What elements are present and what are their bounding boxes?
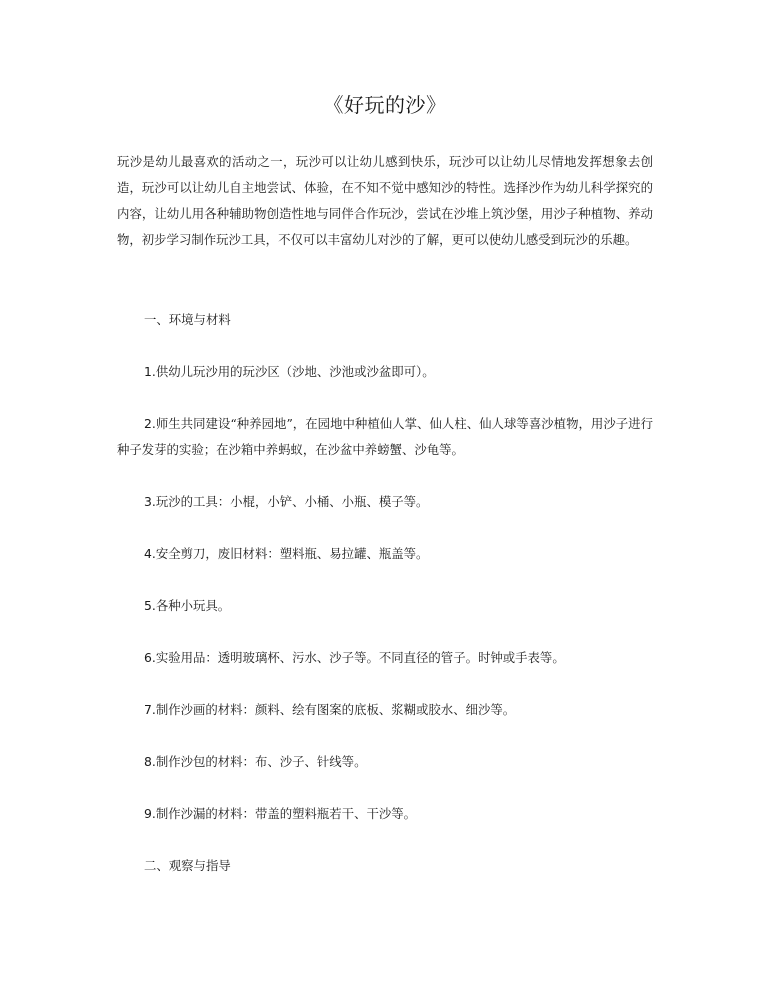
list-item xyxy=(117,541,653,567)
item-text: 制作沙画的材料：颜料、绘有图案的底板、浆糊或胶水、细沙等。 xyxy=(155,702,516,717)
intro-paragraph: 玩沙是幼儿最喜欢的活动之一，玩沙可以让幼儿感到快乐，玩沙可以让幼儿尽情地发挥想象去创造，玩沙可以让幼儿自主地尝试、体验，在不知不觉中感知沙的特性。选择沙作为幼儿科学探究的内容，让幼儿用各种辅助物创造性地与同伴合作玩沙，尝试在沙堆上筑沙堡，用沙子种植物、养动物，初步学习制作玩沙工具，不仅可以丰富幼儿对沙的了解，更可以使幼儿感受到玩沙的乐趣。 xyxy=(117,154,653,247)
item-number: 1. xyxy=(144,364,156,379)
item-text: 供幼儿玩沙用的玩沙区（沙地、沙池或沙盆即可）。 xyxy=(155,364,435,379)
item-text: 制作沙包的材料：布、沙子、针线等。 xyxy=(155,754,367,769)
item-text: 各种小玩具。 xyxy=(155,598,231,613)
section-heading-environment: 一、环境与材料 xyxy=(144,312,231,327)
item-text: 安全剪刀，废旧材料：塑料瓶、易拉罐、瓶盖等。 xyxy=(155,546,429,561)
item-number: 4. xyxy=(144,546,156,561)
item-number: 8. xyxy=(144,754,156,769)
item-number: 7. xyxy=(144,702,156,717)
list-item xyxy=(117,411,653,463)
item-number: 3. xyxy=(144,494,156,509)
item-number: 6. xyxy=(144,650,156,665)
item-text: 师生共同建设“种养园地”，在园地中种植仙人掌、仙人柱、仙人球等喜沙植物，用沙子进行种子发芽的实验；在沙箱中养蚂蚁，在沙盆中养螃蟹、沙龟等。 xyxy=(117,416,653,457)
list-item xyxy=(117,801,653,827)
list-item xyxy=(117,489,653,515)
list-item xyxy=(117,697,653,723)
list-item xyxy=(117,593,653,619)
item-text: 制作沙漏的材料：带盖的塑料瓶若干、干沙等。 xyxy=(155,806,417,821)
list-item xyxy=(117,359,653,385)
item-text: 玩沙的工具：小棍，小铲、小桶、小瓶、模子等。 xyxy=(155,494,429,509)
page-title: 《好玩的沙》 xyxy=(323,93,447,117)
list-item xyxy=(117,749,653,775)
item-number: 5. xyxy=(144,598,156,613)
list-item xyxy=(117,645,653,671)
item-number: 9. xyxy=(144,806,156,821)
section-heading-observation: 二、观察与指导 xyxy=(144,858,231,873)
item-number: 2. xyxy=(144,416,156,431)
item-text: 实验用品：透明玻璃杯、污水、沙子等。不同直径的管子。时钟或手表等。 xyxy=(155,650,565,665)
